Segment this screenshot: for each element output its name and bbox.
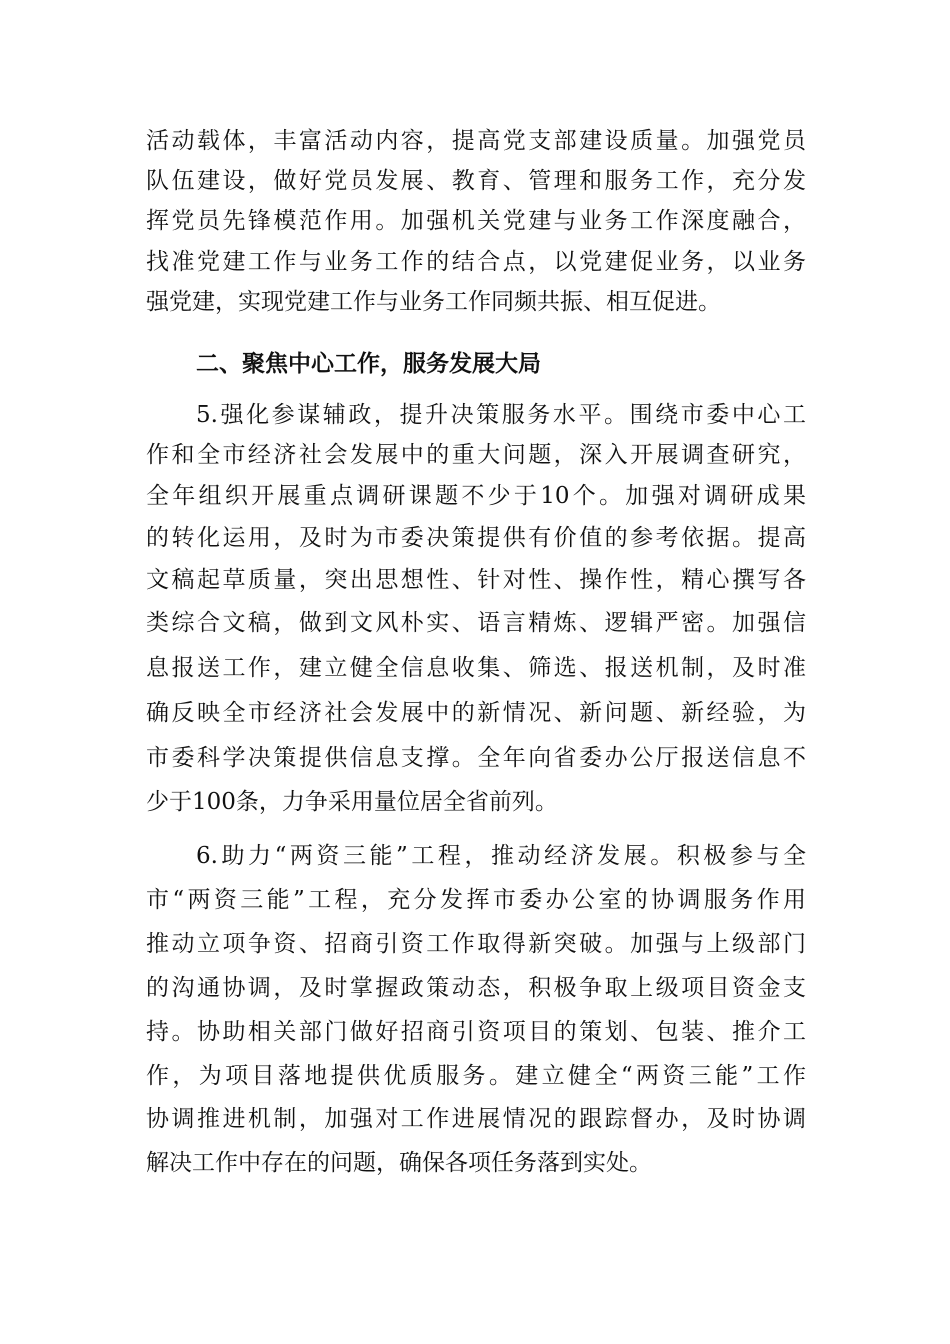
paragraph-line: 全年组织开展重点调研课题不少于10个。加强对调研成果	[146, 483, 806, 509]
paragraph-line: 挥党员先锋模范作用。加强机关党建与业务工作深度融合，	[146, 208, 806, 234]
section-heading: 二、聚焦中心工作，服务发展大局	[196, 351, 541, 377]
paragraph-line: 活动载体，丰富活动内容，提高党支部建设质量。加强党员	[146, 128, 806, 154]
paragraph-line: 的沟通协调，及时掌握政策动态，积极争取上级项目资金支	[146, 975, 806, 1001]
paragraph-line: 持。协助相关部门做好招商引资项目的策划、包装、推介工	[146, 1019, 806, 1045]
paragraph-line: 找准党建工作与业务工作的结合点，以党建促业务，以业务	[146, 249, 806, 275]
paragraph-line: 解决工作中存在的问题，确保各项任务落到实处。	[146, 1150, 652, 1176]
paragraph-line: 作，为项目落地提供优质服务。建立健全“两资三能”工作	[146, 1063, 806, 1089]
paragraph-line: 队伍建设，做好党员发展、教育、管理和服务工作，充分发	[146, 168, 806, 194]
paragraph-line: 强党建，实现党建工作与业务工作同频共振、相互促进。	[146, 289, 721, 315]
paragraph-line: 的转化运用，及时为市委决策提供有价值的参考依据。提高	[146, 525, 806, 551]
paragraph-line: 协调推进机制，加强对工作进展情况的跟踪督办，及时协调	[146, 1106, 806, 1132]
paragraph-line: 市委科学决策提供信息支撑。全年向省委办公厅报送信息不	[146, 745, 806, 771]
paragraph-line: 5.强化参谋辅政，提升决策服务水平。围绕市委中心工	[196, 402, 806, 428]
paragraph-line: 推动立项争资、招商引资工作取得新突破。加强与上级部门	[146, 931, 806, 957]
paragraph-line: 6.助力“两资三能”工程，推动经济发展。积极参与全	[196, 843, 806, 869]
paragraph-line: 市“两资三能”工程，充分发挥市委办公室的协调服务作用	[146, 887, 806, 913]
paragraph-line: 类综合文稿，做到文风朴实、语言精炼、逻辑严密。加强信	[146, 610, 806, 636]
paragraph-line: 作和全市经济社会发展中的重大问题，深入开展调查研究，	[146, 442, 806, 468]
paragraph-line: 息报送工作，建立健全信息收集、筛选、报送机制，及时准	[146, 655, 806, 681]
paragraph-line: 少于100条，力争采用量位居全省前列。	[146, 789, 558, 815]
paragraph-line: 文稿起草质量，突出思想性、针对性、操作性，精心撰写各	[146, 567, 806, 593]
paragraph-line: 确反映全市经济社会发展中的新情况、新问题、新经验，为	[146, 700, 806, 726]
